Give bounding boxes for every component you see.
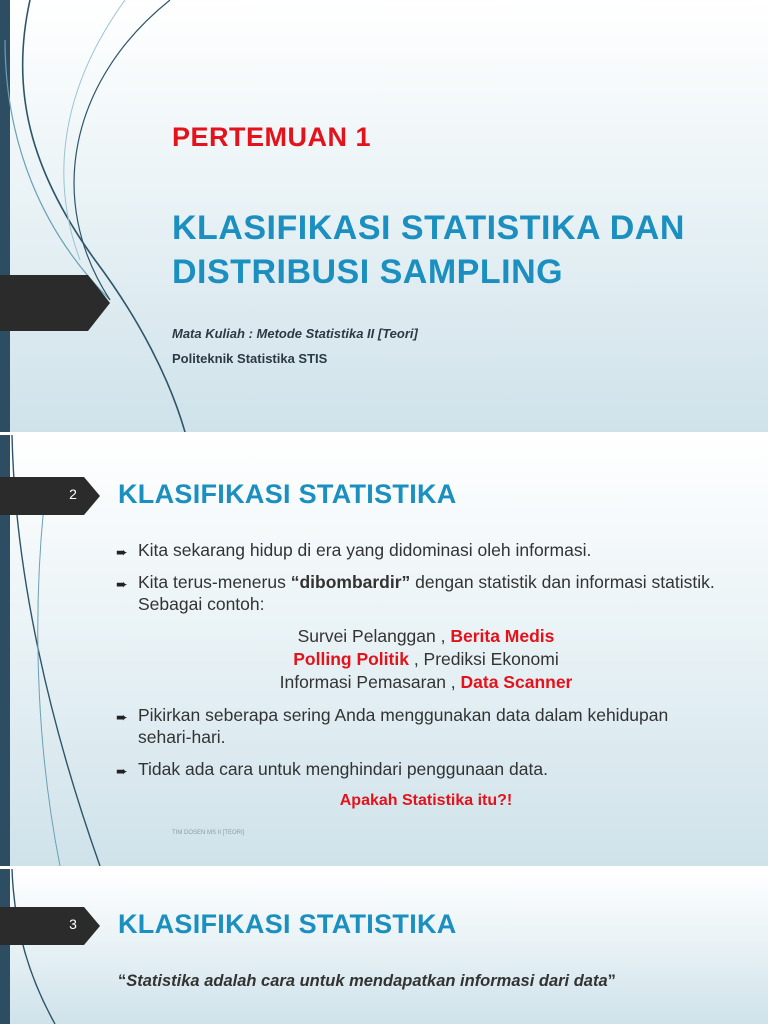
pretitle: PERTEMUAN 1 [172,122,372,152]
example-line-3: Informasi Pemasaran , Data Scanner [279,672,573,692]
slide-number: 3 [69,916,77,932]
content-slide-2 [0,435,768,866]
decorative-swirl [0,869,120,1024]
slide-title: KLASIFIKASI STATISTIKA [118,479,457,509]
example-line-2: Polling Politik , Prediksi Ekonomi [293,649,559,669]
slide-number: 2 [69,486,77,502]
bullet-list [116,539,716,625]
slide-left-bar [0,0,10,432]
arrow-bullet-icon: ➨ [116,576,128,592]
course-subtitle: Mata Kuliah : Metode Statistika II [Teori] [172,326,418,341]
slide-title [172,206,685,294]
question-text: Apakah Statistika itu?! [339,792,513,809]
slide-footer: TIM DOSEN MS II [TEORI] [172,830,245,836]
examples-block [116,625,736,694]
title-tab-shape [0,275,110,331]
example-line-1: Survei Pelanggan , Berita Medis [297,626,555,646]
institution-subtitle: Politeknik Statistika STIS [172,351,328,366]
arrow-bullet-icon: ➨ [116,709,128,725]
bullet-item: ➨ Tidak ada cara untuk menghindari penggunaan data. [116,758,716,780]
slide-left-bar [0,869,10,1024]
decorative-swirl [0,0,200,432]
definition-quote: “Statistika adalah cara untuk mendapatkan informasi dari data” [118,972,616,990]
arrow-bullet-icon: ➨ [116,763,128,779]
slide-title: KLASIFIKASI STATISTIKA [118,909,457,939]
title-line-1: KLASIFIKASI STATISTIKA DAN [172,209,685,247]
bullet-item: ➨ Kita terus-menerus “dibombardir” dengan statistik dan informasi statistik. Sebagai contoh: [116,572,715,614]
arrow-bullet-icon: ➨ [116,544,128,560]
title-slide [0,0,768,432]
bullet-item: ➨ Kita sekarang hidup di era yang didominasi oleh informasi. [116,539,716,561]
content-slide-3 [0,869,768,1024]
title-line-2: DISTRIBUSI SAMPLING [172,253,564,291]
bullet-list-2 [116,704,716,790]
bullet-item: ➨ Pikirkan seberapa sering Anda menggunakan data dalam kehidupan sehari-hari. [116,705,669,747]
